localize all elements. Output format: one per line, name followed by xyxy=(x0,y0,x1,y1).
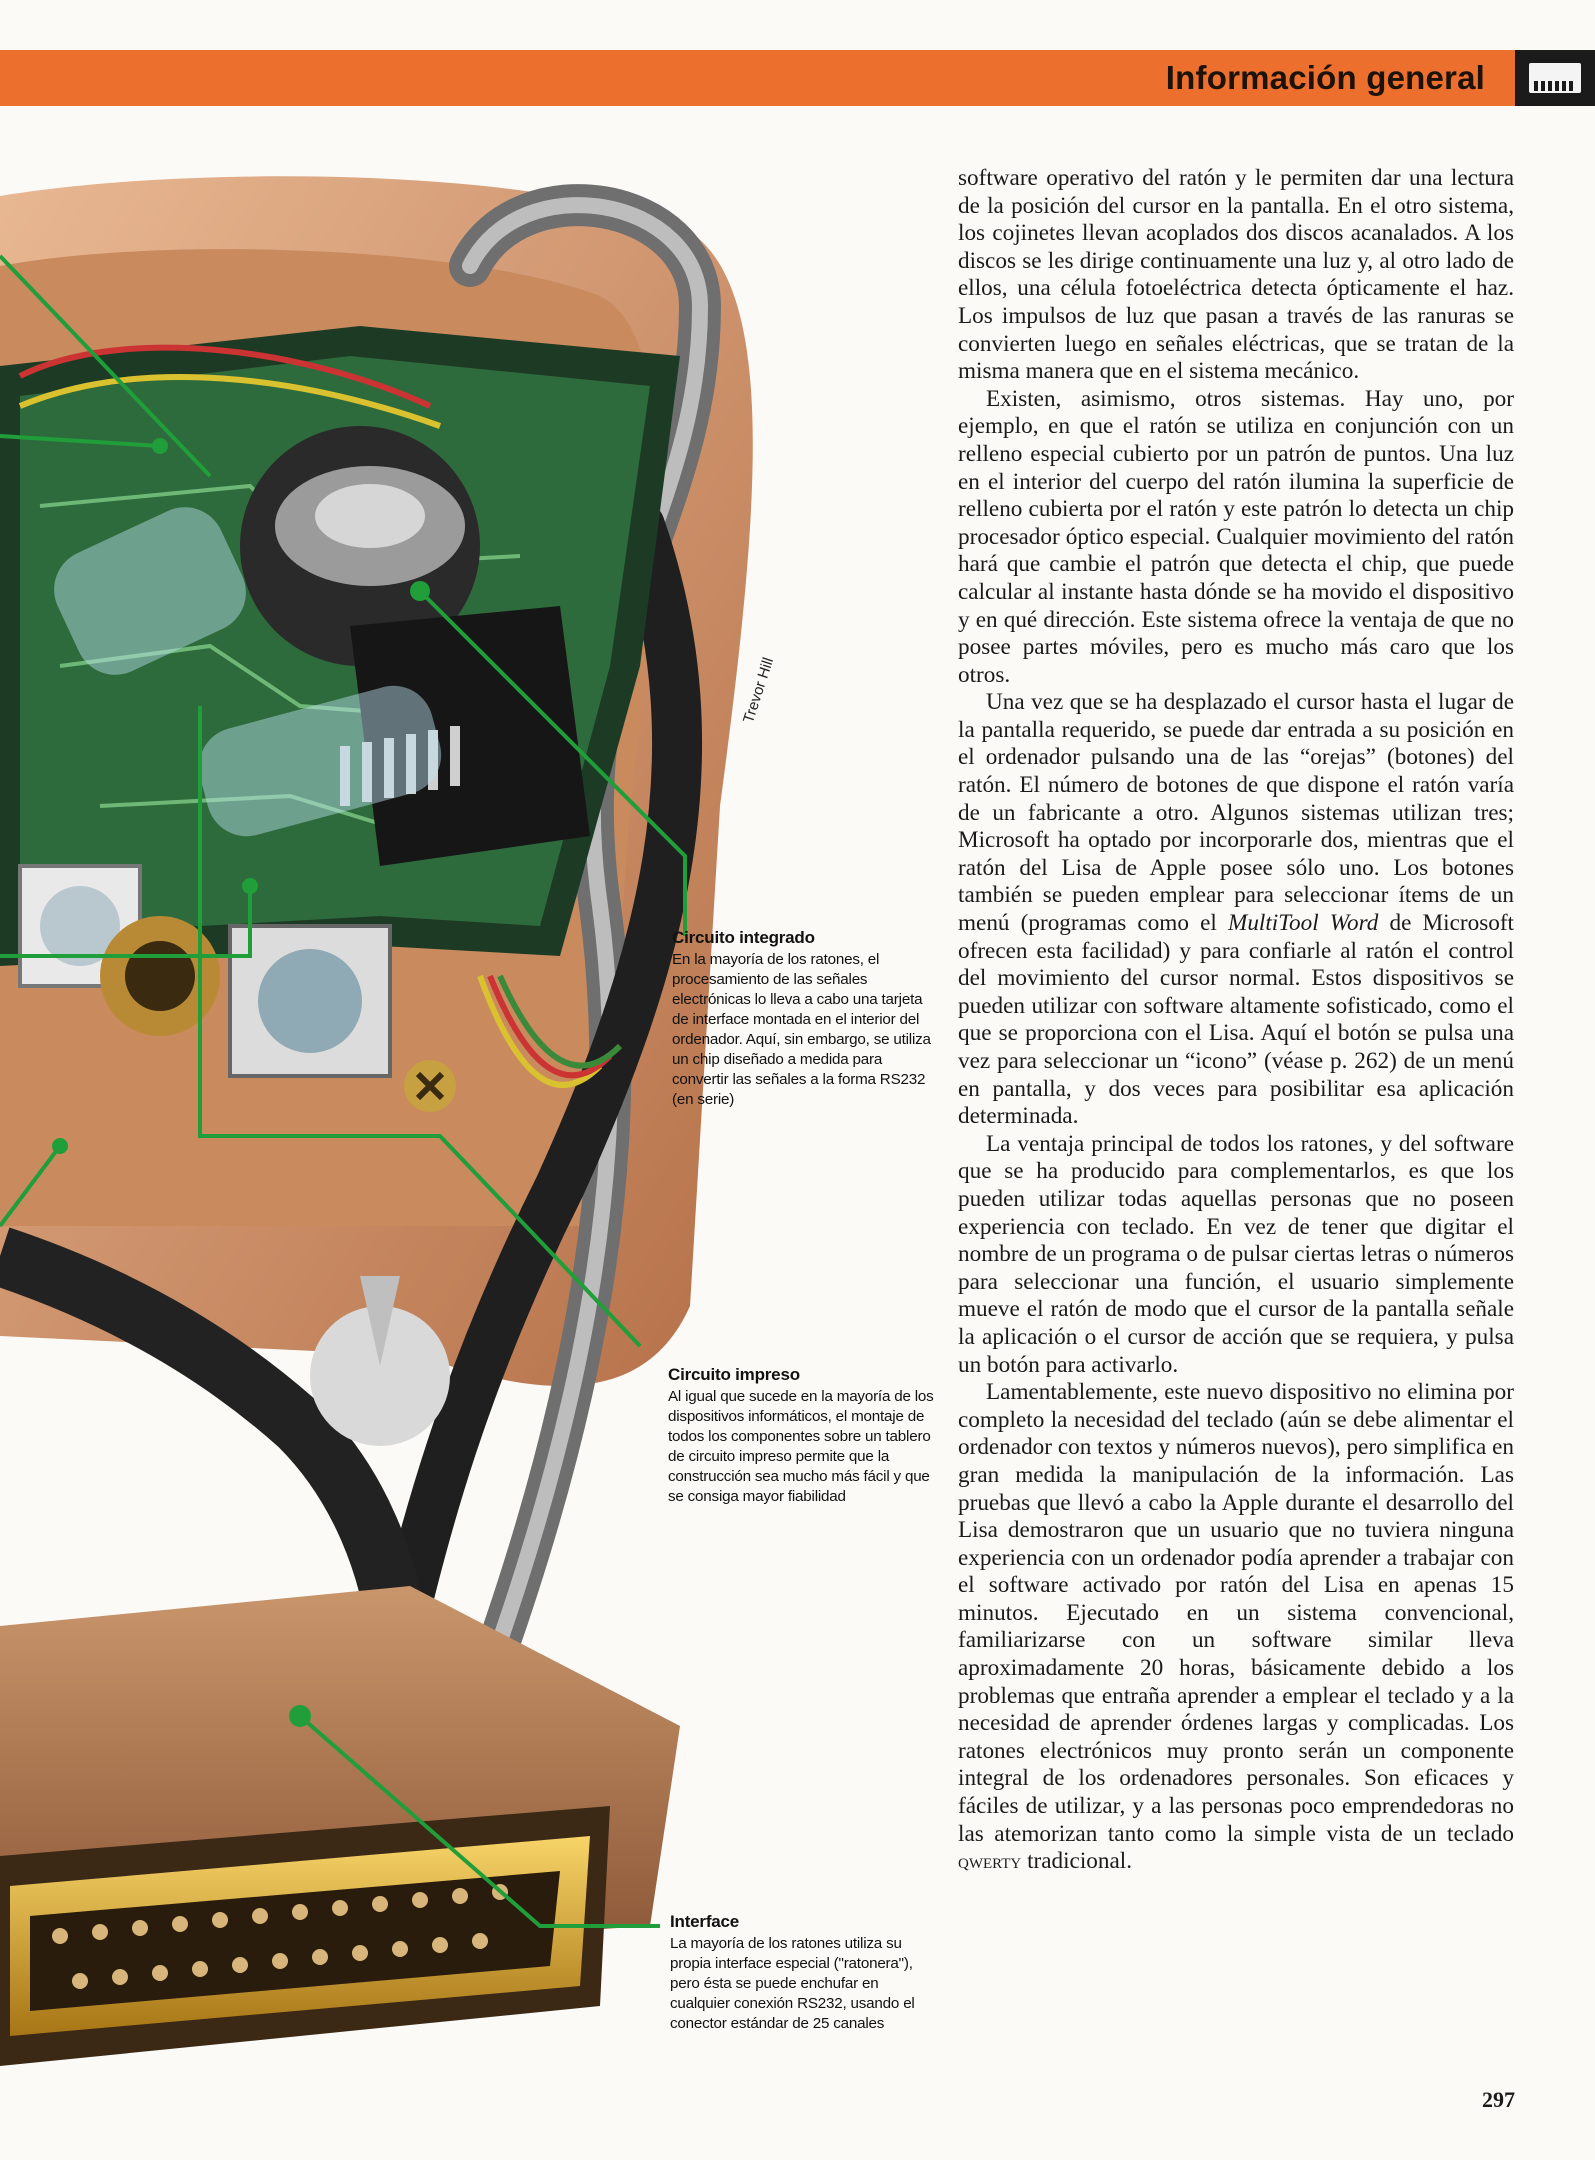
paragraph: Lamentablemente, este nuevo dispositivo no elimina por completo la necesidad del teclado (aún se debe alimentar el ordenador con textos y números nuevos), pero simplifica en gran medida la manipulación de la información. Las pruebas que llevó a cabo la Apple durante el desarrollo del Lisa demostraron que un usuario que no tuviera ninguna experiencia con un ordenador podía aprender a trabajar con el software activado por ratón del Lisa en apenas 15 minutos. Ejecutado en un sistema convencional, familiarizarse con un software similar lleva aproximadamente 20 horas, básicamente debido a los problemas que entraña aprender a emplear el teclado y a la necesidad de aprender órdenes largas y complicadas. Los ratones electrónicos muy pronto serán un componente integral de los ordenadores personales. Son eficaces y fáciles de utilizar, y a las personas poco emprendedoras no las atemorizan tanto como la simple vista de un teclado qwerty tradicional. xyxy=(958,1379,1514,1875)
callout-title: Circuito impreso xyxy=(668,1365,800,1384)
callout-text: Al igual que sucede en la mayoría de los dispositivos informáticos, el montaje de todos los componentes sobre un tablero de circuito impreso permite que la construcción sea mucho más fácil y que se consiga mayor fiabilidad xyxy=(668,1388,934,1505)
paragraph: Una vez que se ha desplazado el cursor hasta el lugar de la pantalla requerido, se puede dar entrada a su posición en el ordenador pulsando una de las “orejas” (botones) del ratón. El número de botones de que dispone el ratón varía de un fabricante a otro. Algunos sistemas utilizan tres; Microsoft ha optado por incorporarle dos, mientras que el ratón del Lisa de Apple posee sólo uno. Los botones también se pueden emplear para seleccionar ítems de un menú (programas como el MultiTool Word de Microsoft ofrecen esta facilidad) y para confiarle al ratón el control del movimiento del cursor normal. Estos dispositivos se pueden utilizar con software altamente sofisticado, como el que se proporciona con el Lisa. Aquí el botón se pulsa una vez para seleccionar un “icono” (véase p. 262) de un menú en pantalla, y dos veces para posibilitar esa aplicación determinada. xyxy=(958,689,1514,1130)
paragraph: software operativo del ratón y le permiten dar una lectura de la posición del cursor en la pantalla. En el otro sistema, los cojinetes llevan acoplados dos discos acanalados. A los discos se les dirige continuamente una luz y, al otro lado de ellos, una célula fotoeléctrica detecta ópticamente el haz. Los impulsos de luz que pasan a través de las ranuras se convierten luego en señales eléctricas, que se tratan de la misma manera que en el sistema mecánico. xyxy=(958,165,1514,385)
callout-title: Interface xyxy=(670,1912,740,1931)
page-number: 297 xyxy=(1482,2087,1515,2112)
paragraph: La ventaja principal de todos los ratones, y del software que se ha producido para complementarlos, es que los pueden utilizar todas aquellas personas que no poseen experiencia con teclado. En vez de tener que digitar el nombre de un programa o de pulsar ciertas letras o números para seleccionar una función, el usuario simplemente mueve el ratón de modo que el cursor de la pantalla señale la aplicación o el cursor de acción que se requiera, y pulsa un botón para activarlo. xyxy=(958,1130,1514,1378)
paragraph: Existen, asimismo, otros sistemas. Hay uno, por ejemplo, en que el ratón se utiliza en conjunción con un relleno especial cubierto por un patrón de puntos. Una luz en el interior del cuerpo del ratón ilumina la superficie de relleno cubierta por el ratón y este patrón lo detecta un chip procesador óptico especial. Cualquier movimiento del ratón hará que cambie el patrón que detecta el chip, que puede calcular al instante hasta dónde se ha movido el dispositivo y en qué dirección. Este sistema ofrece la ventaja de que no posee partes móviles, pero es mucho más caro que los otros. xyxy=(958,385,1514,688)
callout-circuito-impreso xyxy=(668,1365,936,1507)
program-name: MultiTool Word xyxy=(1228,910,1379,937)
callout-circuito-integrado xyxy=(672,928,932,1110)
qwerty-smallcaps: qwerty xyxy=(958,1849,1022,1874)
callout-text: La mayoría de los ratones utiliza su propia interface especial ("ratonera"), pero ésta se puede enchufar en cualquier conexión RS232, usando el conector estándar de 25 canales xyxy=(670,1935,915,2032)
callout-title: Circuito integrado xyxy=(672,928,815,947)
keyboard-icon xyxy=(1515,50,1595,106)
callout-interface xyxy=(670,1912,932,2034)
section-title: Información general xyxy=(1165,59,1485,96)
callout-text: En la mayoría de los ratones, el procesamiento de las señales electrónicas lo lleva a cabo una tarjeta de interface montada en el interior del ordenador. Aquí, sin embargo, se utiliza un chip diseñado a medida para convertir las señales a la forma RS232 (en serie) xyxy=(672,951,931,1108)
article-body xyxy=(958,165,1514,1876)
mouse-cutaway-illustration xyxy=(0,106,990,2126)
illustration-credit: Trevor Hill xyxy=(740,655,778,726)
